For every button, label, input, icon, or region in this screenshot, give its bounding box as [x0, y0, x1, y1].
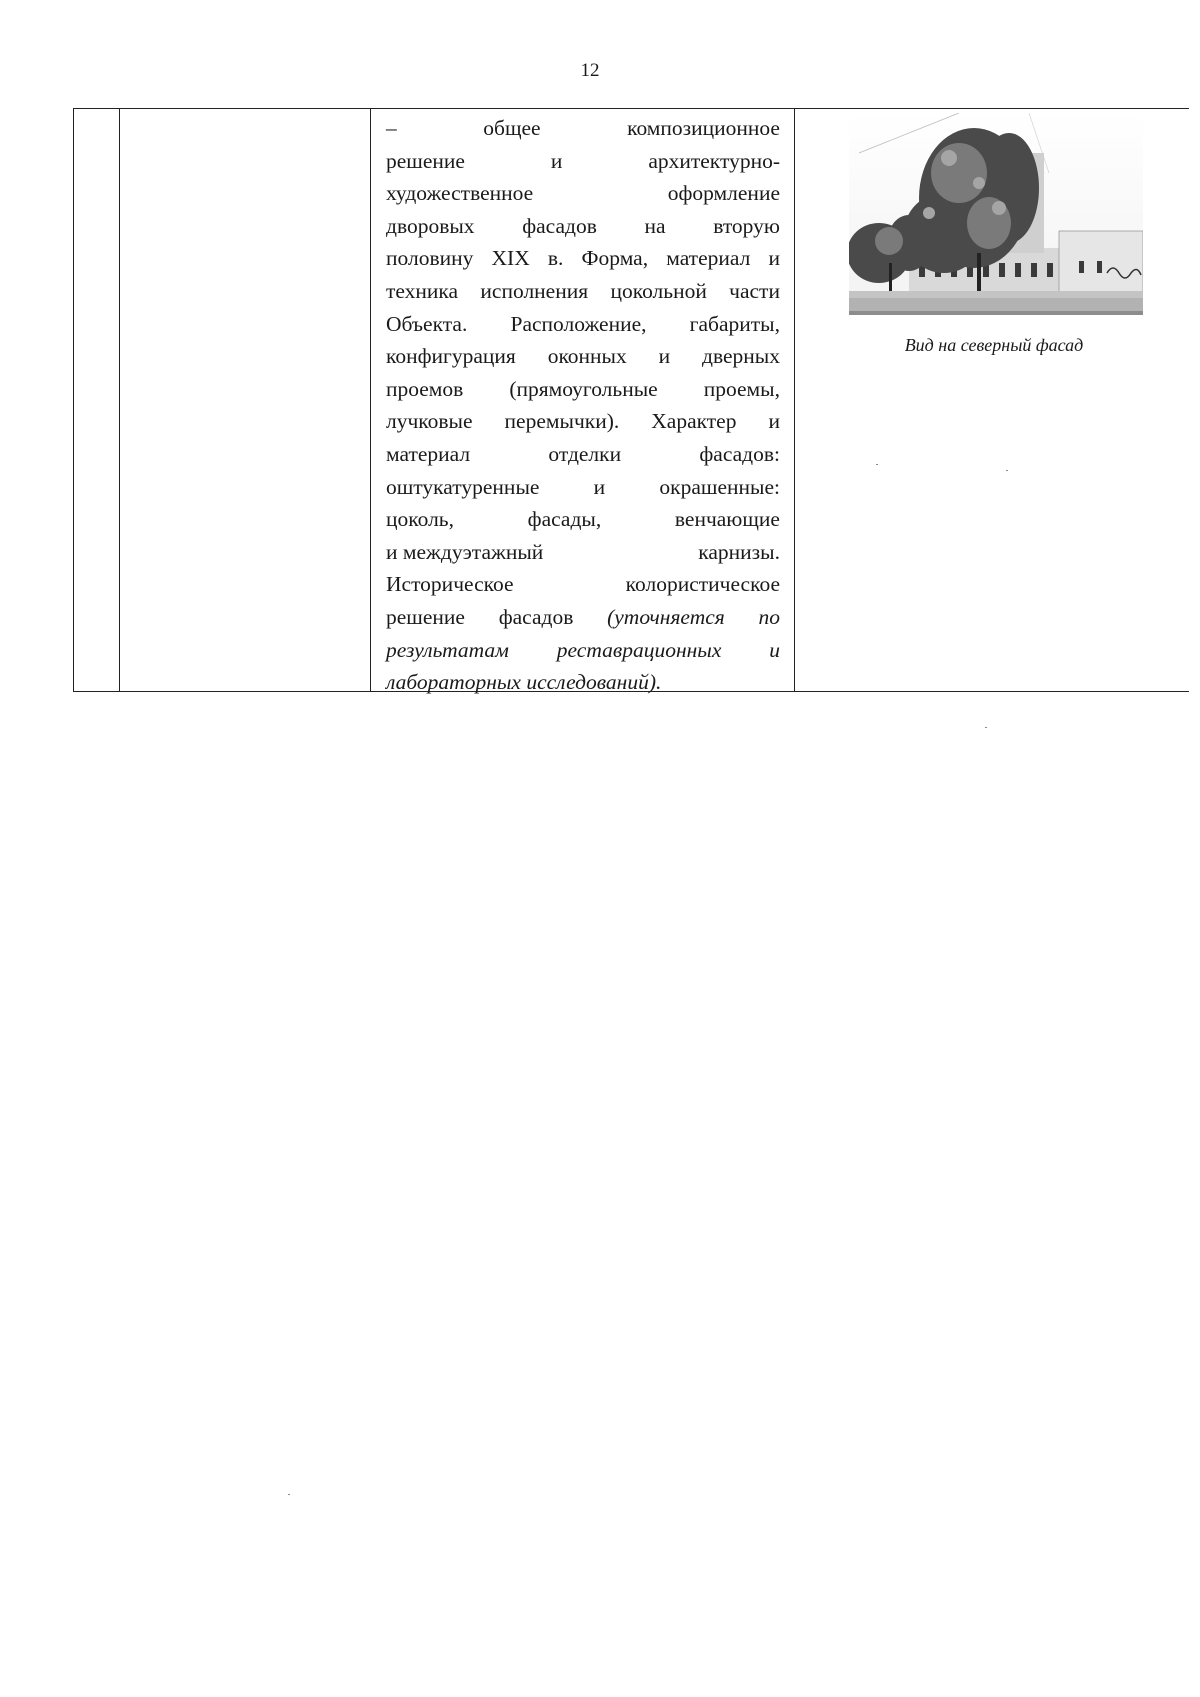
word: части: [729, 278, 780, 303]
word: общее: [483, 116, 541, 140]
word: фасадов: [522, 213, 597, 238]
word: (уточняется: [607, 604, 725, 629]
word: половину: [386, 246, 474, 271]
word: Расположение,: [510, 311, 647, 336]
word: лабораторных исследований).: [386, 670, 662, 695]
word: решение: [386, 148, 465, 173]
table-column-divider: [794, 109, 795, 691]
word: дверных: [702, 344, 780, 369]
word: композиционное: [627, 116, 780, 140]
text-line: [386, 666, 780, 699]
word: решение: [386, 604, 465, 629]
word: Характер: [651, 409, 737, 434]
word: Объекта.: [386, 311, 468, 336]
word: исполнения: [480, 278, 589, 303]
word: реставрационных: [556, 637, 722, 662]
word: габариты,: [689, 311, 780, 336]
word: цокольной: [610, 278, 707, 303]
word: на: [644, 213, 666, 238]
text-line: [386, 308, 780, 341]
word: (прямоугольные: [509, 376, 658, 401]
scan-speck: [1006, 470, 1008, 471]
scan-speck: [876, 464, 878, 465]
word: проемы,: [703, 376, 780, 401]
table-column-divider: [370, 109, 371, 691]
word: и: [768, 409, 780, 434]
text-line: [386, 536, 780, 569]
word: перемычки).: [504, 409, 620, 434]
text-line: [386, 210, 780, 243]
word: венчающие: [674, 507, 780, 532]
word: и: [550, 148, 563, 173]
text-line: [386, 405, 780, 438]
word: дворовых: [386, 213, 475, 238]
word: и: [658, 344, 671, 369]
word: по: [758, 604, 780, 629]
text-line: [386, 112, 780, 145]
text-line: [386, 242, 780, 275]
word: отделки: [548, 441, 622, 466]
word: цоколь,: [386, 507, 454, 532]
text-line: [386, 340, 780, 373]
word: конфигурация: [386, 344, 516, 369]
word: –: [386, 116, 397, 140]
word: архитектурно-: [648, 148, 780, 173]
word: колористическое: [625, 572, 780, 597]
word: материал: [666, 246, 751, 271]
table-column-divider: [119, 109, 120, 691]
word: оконных: [547, 344, 627, 369]
word: окрашенные:: [659, 474, 780, 499]
word: и междуэтажный: [386, 539, 544, 564]
word: в.: [547, 246, 564, 271]
page-number: 12: [580, 60, 600, 81]
word: оштукатуренные: [386, 474, 540, 499]
text-line: [386, 275, 780, 308]
text-line: [386, 503, 780, 536]
building-photo: [849, 113, 1143, 315]
word: и: [768, 246, 780, 271]
building-photo-icon: [849, 113, 1143, 315]
word: Историческое: [386, 572, 514, 597]
word: и: [769, 637, 780, 662]
text-line: [386, 634, 780, 667]
text-line: [386, 568, 780, 601]
word: фасадов: [498, 604, 574, 629]
word: карнизы.: [698, 539, 780, 564]
protected-features-description: [386, 112, 780, 699]
word: вторую: [713, 213, 780, 238]
text-line: [386, 373, 780, 406]
word: лучковые: [386, 409, 473, 434]
word: проемов: [386, 376, 464, 401]
scan-speck: [985, 727, 987, 728]
text-line: [386, 438, 780, 471]
word: техника: [386, 278, 459, 303]
text-line: [386, 177, 780, 210]
word: XIX: [491, 246, 530, 271]
word: фасады,: [527, 507, 602, 532]
text-line: [386, 471, 780, 504]
text-line: [386, 601, 780, 634]
word: результатам: [386, 637, 509, 662]
photo-caption: Вид на северный фасад: [904, 335, 1084, 355]
word: Форма,: [581, 246, 649, 271]
word: материал: [386, 441, 471, 466]
scan-speck: [288, 1494, 290, 1495]
document-table: [73, 108, 1189, 695]
word: оформление: [667, 181, 780, 206]
word: фасадов:: [699, 441, 780, 466]
word: и: [593, 474, 606, 499]
word: художественное: [386, 181, 534, 206]
text-line: [386, 145, 780, 178]
